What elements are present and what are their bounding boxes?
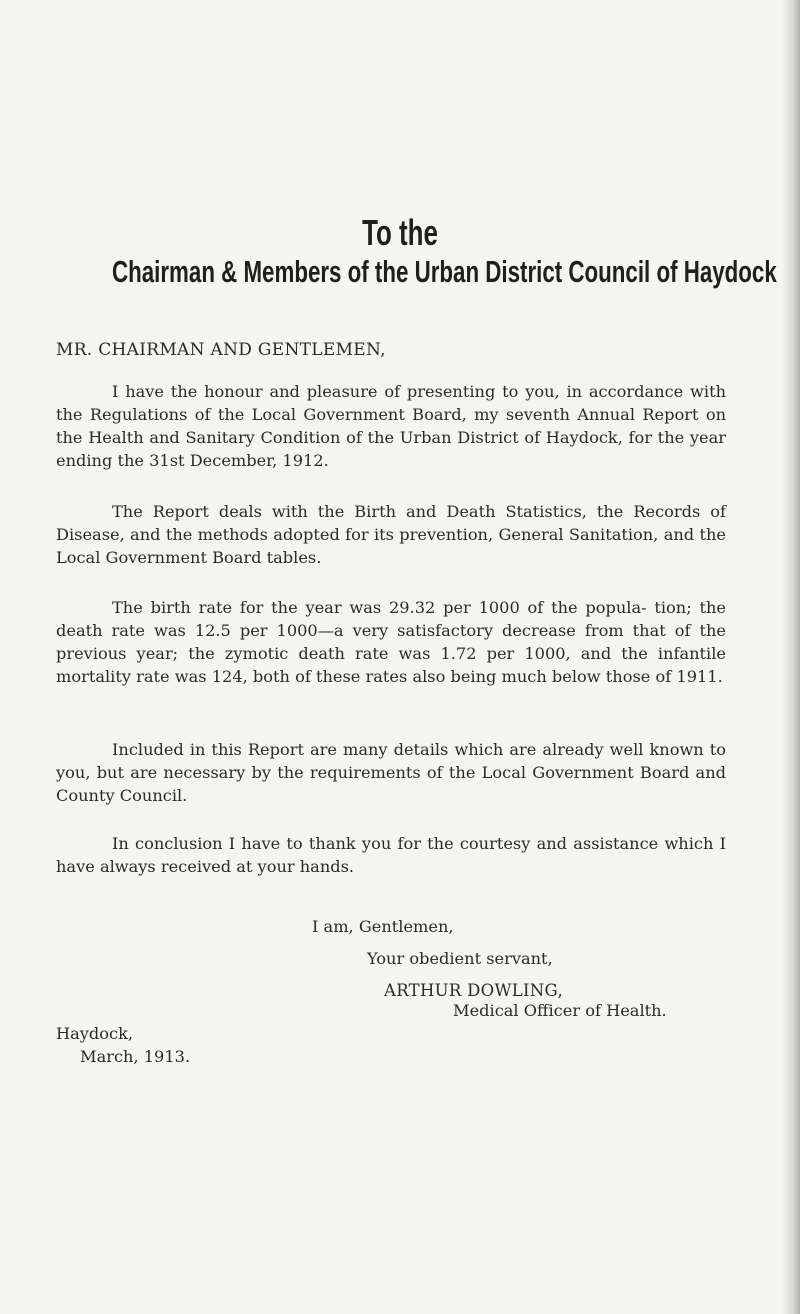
place-line: Haydock, bbox=[56, 1024, 134, 1043]
paragraph-5: In conclusion I have to thank you for the courtesy and assistance which I have always received at your hands. bbox=[56, 834, 726, 876]
signer-name: ARTHUR DOWLING, bbox=[384, 981, 563, 1000]
salutation: MR. CHAIRMAN AND GENTLEMEN, bbox=[56, 340, 386, 360]
signer-title: Medical Officer of Health. bbox=[453, 1001, 667, 1020]
paragraph-4: Included in this Report are many details which are already well known to you, but are necessary by the requirements of the Local Government Board and County Council. bbox=[56, 740, 726, 805]
heading-to-the: To the bbox=[362, 212, 438, 253]
paragraph-3: The birth rate for the year was 29.32 per 1000 of the popula- tion; the death rate was 12.5 per 1000—a very satisfactory decrease from that of the previous year; the zymotic death rate was 1.72 per 1000, and the infantile mortality rate was 124, both of these rates also being much below those of 1911. bbox=[56, 598, 726, 686]
servant-line: Your obedient servant, bbox=[367, 949, 553, 968]
heading-addressee: Chairman & Members of the Urban District Council of Haydock bbox=[112, 254, 777, 289]
page-edge-shadow bbox=[782, 0, 800, 1314]
paragraph-2: The Report deals with the Birth and Death Statistics, the Records of Disease, and the methods adopted for its prevention, General Sanitation, and the Local Government Board tables. bbox=[56, 502, 726, 567]
date-line: March, 1913. bbox=[80, 1047, 191, 1066]
paragraph-1: I have the honour and pleasure of presenting to you, in accordance with the Regulations of the Local Government Board, my seventh Annual Report on the Health and Sanitary Condition of the Urban District of Haydock, for the year ending the 31st December, 1912. bbox=[56, 382, 726, 470]
closing-line: I am, Gentlemen, bbox=[312, 917, 454, 936]
